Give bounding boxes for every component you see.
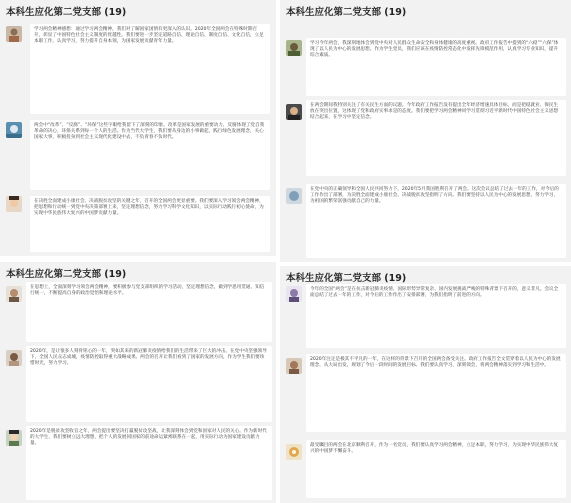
chat-title: 本科生应化第二党支部 (19) <box>6 269 127 280</box>
message-text: 在两会期间我特别关注了有关民生方面的议题。今年政府工作报告没有提出全年经济增速具体目标，而是把稳就业、保民生放在突出位置，这体现了党和政府实事求是的态度。我们要把学习两会精神同学习贯彻习近平新时代中国特色社会主义思想结合起来，在学习中坚定信念。 <box>310 103 559 121</box>
chat-title: 本科生应化第二党支部 (19) <box>6 7 127 18</box>
message-bubble <box>30 196 270 252</box>
message-bubble <box>30 120 270 190</box>
message-bubble <box>306 184 566 258</box>
message-text: 今年的全国“两会”是在抗击新冠肺炎疫情、国际形势异常复杂、国内发展挑战严峻的特殊背景下召开的，意义非凡。会议全面总结了过去一年的工作，对今后的工作作出了安排部署，为我们指明了前进的方向。 <box>310 287 559 299</box>
message-bubble <box>26 426 272 500</box>
message-text: 学习今年两会，我深刻地体会到党中央对人民群众生命安全和身体健康的高度重视。政府工作报告中提到的“六稳”“六保”体现了以人民为中心的发展思想。作为学生党员，我们应该在疫情防控常态化中发挥先锋模范作用，认真学习专业知识，提升综合素质。 <box>310 41 559 59</box>
message-bubble <box>306 354 566 432</box>
user-avatar[interactable] <box>286 358 302 374</box>
chat-panel-2 <box>280 0 571 262</box>
message-bubble <box>306 440 566 498</box>
chat-panel-3 <box>0 262 276 503</box>
user-avatar[interactable] <box>6 286 22 302</box>
message-bubble <box>30 24 270 114</box>
message-text: 2020年，是让很多人刻骨铭心的一年，突如其来的新冠肺炎疫情给我们的生活带来了巨大的冲击。在党中央坚强领导下，全国人民众志成城，疫情防控取得重大战略成果。两会的召开让我们看到了国家的发展方向，作为学生我们要珍惜时光，努力学习。 <box>30 349 267 367</box>
message-text: 两会中“改革”、“反腐”、“环保”这些字眼给我留下了深刻的印象。改革是国家发展的重要动力，反腐体现了党自我革命的决心，环保关系到每一个人的生活。作为当代大学生，我们要从身边的小事做起，践行绿色发展理念，关心国家大事，积极投身到社会主义现代化建设中去，不负青春不负时代。 <box>34 123 265 141</box>
message-bubble <box>26 346 272 422</box>
message-text: 在党中央的正确领导和全国人民共同努力下，2020年5月我国胜利召开了两会。这次会议总结了过去一年的工作，对今后的工作作出了部署，为决胜全面建成小康社会、决战脱贫攻坚指明了方向。我们要坚持以人民为中心的发展思想，努力学习，为祖国的繁荣富强贡献自己的力量。 <box>310 187 559 205</box>
chat-title: 本科生应化第二党支部 (19) <box>286 273 407 284</box>
user-avatar[interactable] <box>6 430 22 446</box>
message-text: 学习两会精神感想：通过学习两会精神，我们对了解国家国情有更深入的认识。2020年全国两会在特殊时期召开，彰显了中国特色社会主义制度的优越性。我们要进一步坚定道路自信、理论自信、制度自信、文化自信，立足本职工作，认真学习，努力提升自身本领，为国家发展贡献青年力量。 <box>34 27 264 45</box>
message-text: 2020年是脱贫攻坚收官之年，两会提出要坚决打赢脱贫攻坚战，让我深刻体会到党和国家对人民的关心。作为新时代的大学生，我们要树立远大理想，把个人的发展同国家的前途命运紧密联系在一起，用实际行动为国家建设贡献力量。 <box>30 429 267 447</box>
chat-panel-1 <box>0 0 276 256</box>
message-text: 在决胜全面建成小康社会、决战脱贫攻坚的关键之年，召开的全国两会更显重要。我们要深入学习领会两会精神，把思想和行动统一到党中央决策部署上来，坚定理想信念，努力学习科学文化知识，以实际行动践行初心使命，为实现中华民族伟大复兴的中国梦贡献力量。 <box>34 199 264 217</box>
message-bubble <box>306 100 566 176</box>
message-bubble <box>306 38 566 96</box>
message-text: 最受瞩目的两会在北京顺利召开，作为一名党员，我们要认真学习两会精神，立足本职，努力学习，为实现中华民族伟大复兴的中国梦不懈奋斗。 <box>310 443 559 455</box>
message-text: 在思想上，全面深刻学习领会两会精神，要积极参与党支部组织的学习活动，坚定理想信念，做到学思用贯通、知信行统一，不断提高自身的政治觉悟和理论水平。 <box>30 285 265 297</box>
message-bubble <box>306 284 566 348</box>
user-avatar[interactable] <box>6 122 22 138</box>
chat-panel-4 <box>280 266 571 503</box>
user-avatar[interactable] <box>286 104 302 120</box>
user-avatar[interactable] <box>6 196 22 212</box>
chat-title: 本科生应化第二党支部 (19) <box>286 7 407 18</box>
user-avatar[interactable] <box>286 188 302 204</box>
user-avatar[interactable] <box>286 40 302 56</box>
message-text: 2020年注定是极其不平凡的一年，在这样的背景下召开的全国两会备受关注。政府工作报告全文贯穿着以人民为中心的发展理念，从大局出发，规划了今后一段时间的发展目标。我们要认真学习，深刻领会，将两会精神落实到学习和生活中。 <box>310 357 561 369</box>
message-bubble <box>26 282 272 342</box>
user-avatar[interactable] <box>6 26 22 42</box>
user-avatar[interactable] <box>6 350 22 366</box>
user-avatar[interactable] <box>286 444 302 460</box>
user-avatar[interactable] <box>286 286 302 302</box>
